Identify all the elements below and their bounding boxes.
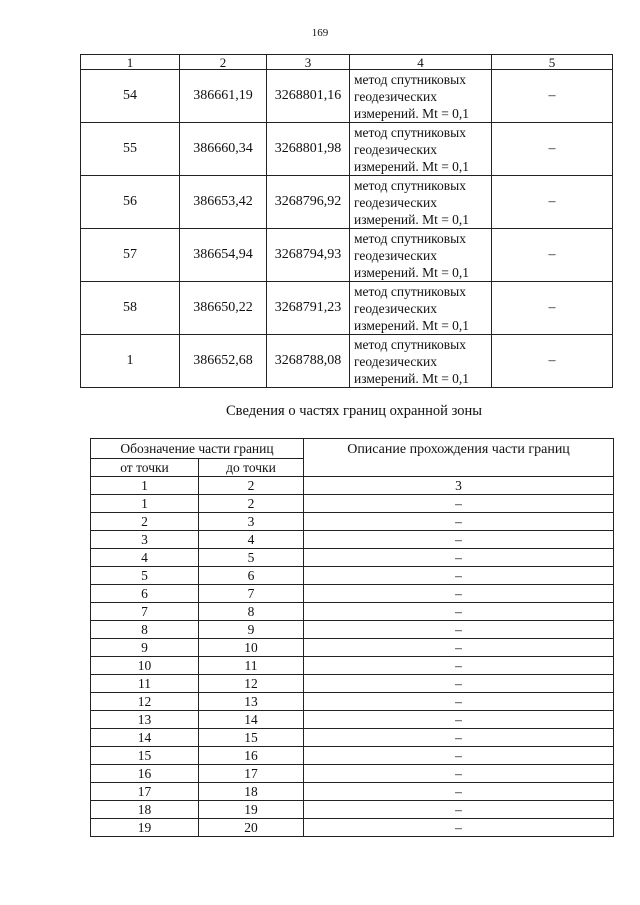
description: –	[304, 729, 614, 747]
y-coordinate: 3268801,16	[267, 70, 350, 123]
from-point: 14	[91, 729, 199, 747]
note-cell: –	[492, 176, 613, 229]
to-point: 18	[199, 783, 304, 801]
description: –	[304, 531, 614, 549]
note-cell: –	[492, 123, 613, 176]
from-point: 5	[91, 567, 199, 585]
to-point: 10	[199, 639, 304, 657]
page-number: 169	[311, 27, 329, 39]
parts-column-number-row	[91, 477, 614, 495]
from-point: 8	[91, 621, 199, 639]
to-point: 16	[199, 747, 304, 765]
from-point: 13	[91, 711, 199, 729]
parts-row	[91, 531, 614, 549]
point-number: 56	[81, 176, 180, 229]
from-point: 7	[91, 603, 199, 621]
description: –	[304, 495, 614, 513]
parts-row	[91, 549, 614, 567]
x-coordinate: 386652,68	[180, 335, 267, 388]
column-number-3: 3	[267, 55, 350, 70]
x-coordinate: 386650,22	[180, 282, 267, 335]
method-line: метод спутниковых	[354, 336, 466, 352]
from-point: 11	[91, 675, 199, 693]
y-coordinate: 3268801,98	[267, 123, 350, 176]
to-point: 9	[199, 621, 304, 639]
method-line: метод спутниковых	[354, 230, 466, 246]
method-description	[350, 229, 492, 282]
description: –	[304, 819, 614, 837]
to-point: 11	[199, 657, 304, 675]
point-number: 55	[81, 123, 180, 176]
from-point: 10	[91, 657, 199, 675]
from-point: 6	[91, 585, 199, 603]
x-coordinate: 386654,94	[180, 229, 267, 282]
y-coordinate: 3268788,08	[267, 335, 350, 388]
method-line: метод спутниковых	[354, 283, 466, 299]
parts-row	[91, 657, 614, 675]
to-point: 20	[199, 819, 304, 837]
coordinates-table	[80, 54, 613, 388]
to-point: 8	[199, 603, 304, 621]
description: –	[304, 783, 614, 801]
from-point: 3	[91, 531, 199, 549]
coordinates-row	[81, 70, 613, 123]
y-coordinate: 3268791,23	[267, 282, 350, 335]
to-point: 15	[199, 729, 304, 747]
method-line: геодезических	[354, 247, 437, 263]
to-point: 2	[199, 495, 304, 513]
x-coordinate: 386653,42	[180, 176, 267, 229]
description-header: Описание прохождения части границ	[304, 439, 614, 477]
method-line: геодезических	[354, 300, 437, 316]
column-number-2: 2	[199, 477, 304, 495]
method-line: измерений. Mt = 0,1	[354, 264, 470, 280]
parts-header-row	[91, 439, 614, 459]
description: –	[304, 693, 614, 711]
to-point: 4	[199, 531, 304, 549]
method-description	[350, 282, 492, 335]
description: –	[304, 603, 614, 621]
parts-row	[91, 801, 614, 819]
method-line: геодезических	[354, 353, 437, 369]
to-point: 3	[199, 513, 304, 531]
coordinates-row	[81, 282, 613, 335]
boundary-designation-header: Обозначение части границ	[91, 439, 304, 459]
from-point: 16	[91, 765, 199, 783]
column-number-2: 2	[180, 55, 267, 70]
from-point: 2	[91, 513, 199, 531]
column-number-1: 1	[91, 477, 199, 495]
description: –	[304, 747, 614, 765]
from-point: 19	[91, 819, 199, 837]
from-point-header: от точки	[91, 459, 199, 477]
parts-row	[91, 783, 614, 801]
parts-row	[91, 603, 614, 621]
parts-row	[91, 711, 614, 729]
to-point: 6	[199, 567, 304, 585]
parts-row	[91, 495, 614, 513]
method-line: измерений. Mt = 0,1	[354, 317, 470, 333]
description: –	[304, 621, 614, 639]
method-line: геодезических	[354, 88, 437, 104]
point-number: 57	[81, 229, 180, 282]
parts-row	[91, 819, 614, 837]
y-coordinate: 3268794,93	[267, 229, 350, 282]
from-point: 12	[91, 693, 199, 711]
column-number-3: 3	[304, 477, 614, 495]
description: –	[304, 639, 614, 657]
description: –	[304, 657, 614, 675]
to-point: 14	[199, 711, 304, 729]
method-description	[350, 335, 492, 388]
to-point: 7	[199, 585, 304, 603]
coordinates-header-row	[81, 55, 613, 70]
point-number: 1	[81, 335, 180, 388]
method-description	[350, 70, 492, 123]
parts-row	[91, 585, 614, 603]
note-cell: –	[492, 229, 613, 282]
method-line: метод спутниковых	[354, 71, 466, 87]
x-coordinate: 386660,34	[180, 123, 267, 176]
to-point: 12	[199, 675, 304, 693]
column-number-5: 5	[492, 55, 613, 70]
method-line: геодезических	[354, 194, 437, 210]
parts-row	[91, 729, 614, 747]
method-line: измерений. Mt = 0,1	[354, 105, 470, 121]
parts-row	[91, 567, 614, 585]
from-point: 4	[91, 549, 199, 567]
note-cell: –	[492, 282, 613, 335]
method-line: метод спутниковых	[354, 177, 466, 193]
parts-row	[91, 513, 614, 531]
parts-row	[91, 621, 614, 639]
parts-row	[91, 747, 614, 765]
point-number: 58	[81, 282, 180, 335]
note-cell: –	[492, 335, 613, 388]
description: –	[304, 567, 614, 585]
to-point: 17	[199, 765, 304, 783]
parts-row	[91, 675, 614, 693]
boundary-parts-table	[90, 438, 614, 837]
y-coordinate: 3268796,92	[267, 176, 350, 229]
method-line: геодезических	[354, 141, 437, 157]
description: –	[304, 711, 614, 729]
method-line: измерений. Mt = 0,1	[354, 158, 470, 174]
coordinates-row	[81, 123, 613, 176]
to-point: 5	[199, 549, 304, 567]
from-point: 17	[91, 783, 199, 801]
description: –	[304, 801, 614, 819]
description: –	[304, 765, 614, 783]
to-point: 13	[199, 693, 304, 711]
description: –	[304, 513, 614, 531]
section-title: Сведения о частях границ охранной зоны	[226, 403, 482, 419]
method-line: метод спутниковых	[354, 124, 466, 140]
column-number-1: 1	[81, 55, 180, 70]
note-cell: –	[492, 70, 613, 123]
description: –	[304, 675, 614, 693]
description: –	[304, 549, 614, 567]
from-point: 18	[91, 801, 199, 819]
method-description	[350, 123, 492, 176]
coordinates-row	[81, 335, 613, 388]
parts-row	[91, 639, 614, 657]
coordinates-row	[81, 176, 613, 229]
method-line: измерений. Mt = 0,1	[354, 370, 470, 386]
column-number-4: 4	[350, 55, 492, 70]
parts-row	[91, 765, 614, 783]
x-coordinate: 386661,19	[180, 70, 267, 123]
from-point: 1	[91, 495, 199, 513]
parts-row	[91, 693, 614, 711]
coordinates-row	[81, 229, 613, 282]
description: –	[304, 585, 614, 603]
method-description	[350, 176, 492, 229]
to-point: 19	[199, 801, 304, 819]
method-line: измерений. Mt = 0,1	[354, 211, 470, 227]
to-point-header: до точки	[199, 459, 304, 477]
from-point: 9	[91, 639, 199, 657]
point-number: 54	[81, 70, 180, 123]
from-point: 15	[91, 747, 199, 765]
